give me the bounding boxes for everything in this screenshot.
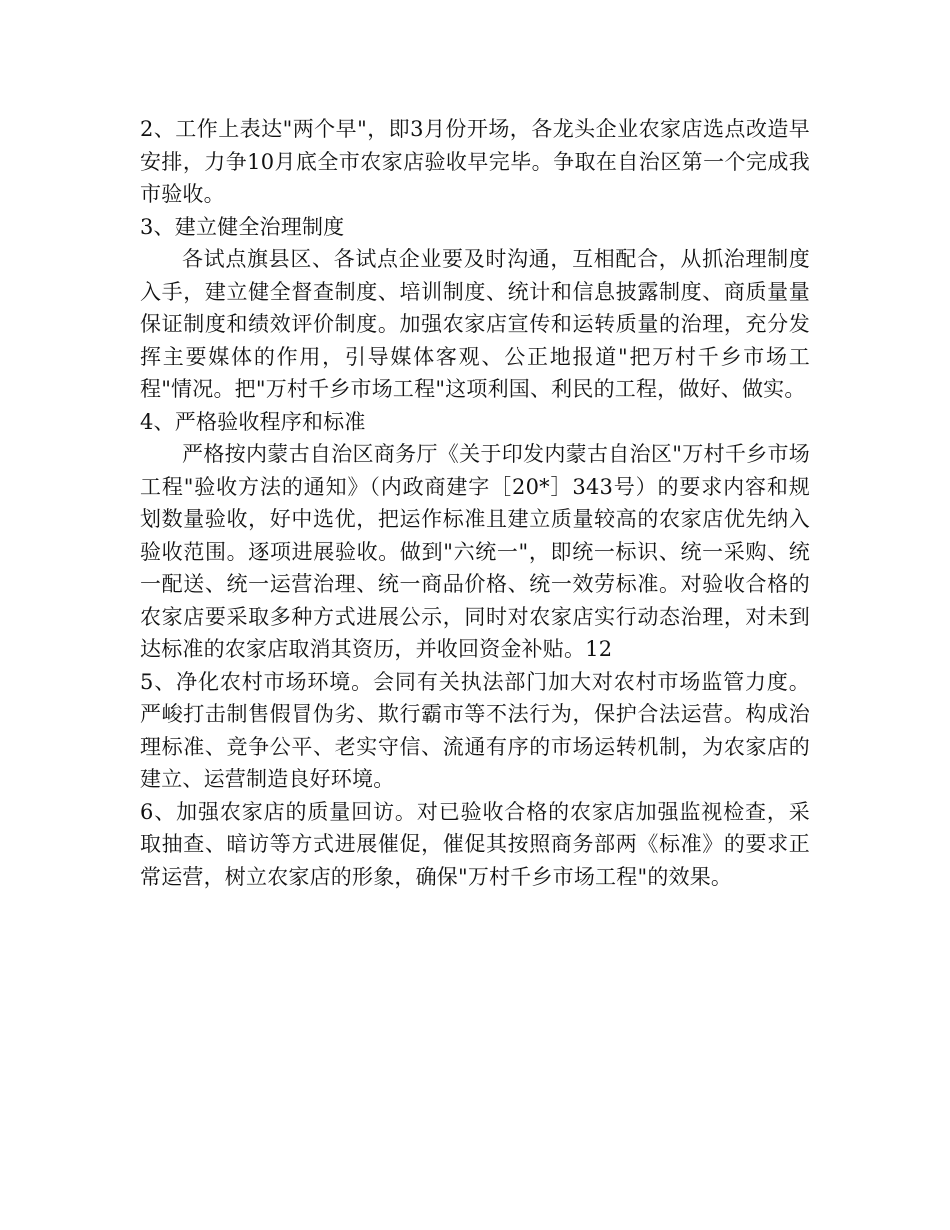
section-heading-4: 4、严格验收程序和标准 <box>140 409 366 434</box>
paragraph-acceptance-standards: 严格按内蒙古自治区商务厅《关于印发内蒙古自治区"万村千乡市场工程"验收方法的通知》（内政商建字［20*］343号）的要求内容和规划数量验收，好中选优，把运作标准且建立质量较高的农家店优先纳入验收范围。逐项进展验收。做到"六统一"，即统一标识、统一采购、统一配送、统一运营治理、统一商品价格、统一效劳标准。对验收合格的农家店要采取多种方式进展公示，同时对农家店实行动态治理，对未到达标准的农家店取消其资历，并收回资金补贴。12 <box>140 442 810 661</box>
paragraph-item-5: 5、净化农村市场环境。会同有关执法部门加大对农村市场监管力度。严峻打击制售假冒伪劣、欺行霸市等不法行为，保护合法运营。构成治理标准、竞争公平、老实守信、流通有序的市场运转机制，为农家店的建立、运营制造良好环境。 <box>140 669 810 791</box>
paragraph-management-system: 各试点旗县区、各试点企业要及时沟通，互相配合，从抓治理制度入手，建立健全督查制度、培训制度、统计和信息披露制度、商质量量保证制度和绩效评价制度。加强农家店宣传和运转质量的治理，充分发挥主要媒体的作用，引导媒体客观、公正地报道"把万村千乡市场工程"情况。把"万村千乡市场工程"这项利国、利民的工程，做好、做实。 <box>140 247 810 401</box>
paragraph-item-2: 2、工作上表达"两个早"，即3月份开场，各龙头企业农家店选点改造早安排，力争10月底全市农家店验收早完毕。争取在自治区第一个完成我市验收。 <box>140 117 810 206</box>
paragraph-item-6: 6、加强农家店的质量回访。对已验收合格的农家店加强监视检查，采取抽查、暗访等方式进展催促，催促其按照商务部两《标准》的要求正常运营，树立农家店的形象，确保"万村千乡市场工程"的效果。 <box>140 799 810 889</box>
document-page <box>140 113 810 893</box>
section-heading-3: 3、建立健全治理制度 <box>140 214 345 239</box>
